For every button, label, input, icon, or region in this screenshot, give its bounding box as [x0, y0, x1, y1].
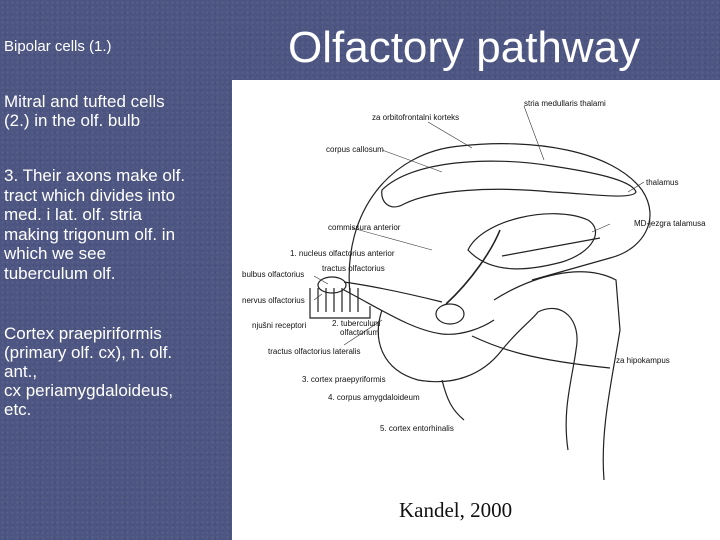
- corpus-callosum-shape: [382, 161, 636, 207]
- figure-credit: Kandel, 2000: [399, 498, 513, 522]
- pathway-to-orbitofrontal: [446, 230, 500, 304]
- brainstem-shape: [494, 272, 620, 480]
- label-nucleus-olf: 1. nucleus olfactorius anterior: [290, 249, 395, 258]
- label-tuberculum-line1: 2. tuberculum: [332, 319, 381, 328]
- pathway-entorhinal: [442, 380, 464, 420]
- label-bulbus: bulbus olfactorius: [242, 270, 305, 279]
- olfactory-tract-note: 3. Their axons make olf. tract which divides into med. i lat. olf. stria making trigonum olf. in which we see tuberculum olf.: [4, 166, 186, 283]
- label-tuberculum-line2: olfactorium: [340, 328, 380, 337]
- label-tuberculum: [332, 319, 383, 337]
- label-corpus-amyg: 4. corpus amygdaloideum: [328, 393, 420, 402]
- mitral-cells-note: Mitral and tufted cells (2.) in the olf. bulb: [4, 92, 165, 130]
- cortex-note: Cortex praepiriformis (primary olf. cx), n. olf. ant., cx periamygdaloideus, etc.: [4, 324, 174, 419]
- label-stria-medullaris: stria medullaris thalami: [524, 99, 606, 108]
- label-nervus: nervus olfactorius: [242, 296, 305, 305]
- brain-outline: [349, 144, 650, 294]
- pathway-to-md: [502, 238, 600, 256]
- label-cortex-prepyr: 3. cortex praepyriformis: [302, 375, 386, 384]
- label-corpus-callosum: corpus callosum: [326, 145, 384, 154]
- slide-title: Olfactory pathway: [288, 23, 641, 72]
- label-md-jezgra: MD-jezgra talamusa: [634, 219, 706, 228]
- olfactory-tract-line: [344, 282, 442, 302]
- thalamus-shape: [468, 214, 596, 269]
- label-tractus-lat: tractus olfactorius lateralis: [268, 347, 361, 356]
- olfactory-receptors-shape: [310, 288, 370, 318]
- label-thalamus: thalamus: [646, 178, 679, 187]
- olfactory-pathway-diagram: [232, 80, 720, 540]
- label-njusni: njušni receptori: [252, 321, 307, 330]
- label-commissura: commissura anterior: [328, 223, 401, 232]
- label-orbitofrontal: za orbitofrontalni korteks: [372, 113, 460, 122]
- bipolar-cells-note: Bipolar cells (1.): [4, 38, 112, 55]
- label-cortex-ento: 5. cortex entorhinalis: [380, 424, 454, 433]
- label-tractus-olf: tractus olfactorius: [322, 264, 385, 273]
- pathway-to-hippocampus: [472, 336, 610, 368]
- label-hipokampus: za hipokampus: [616, 356, 670, 365]
- amygdala-shape: [436, 304, 464, 324]
- diagram-drawing: [232, 80, 720, 540]
